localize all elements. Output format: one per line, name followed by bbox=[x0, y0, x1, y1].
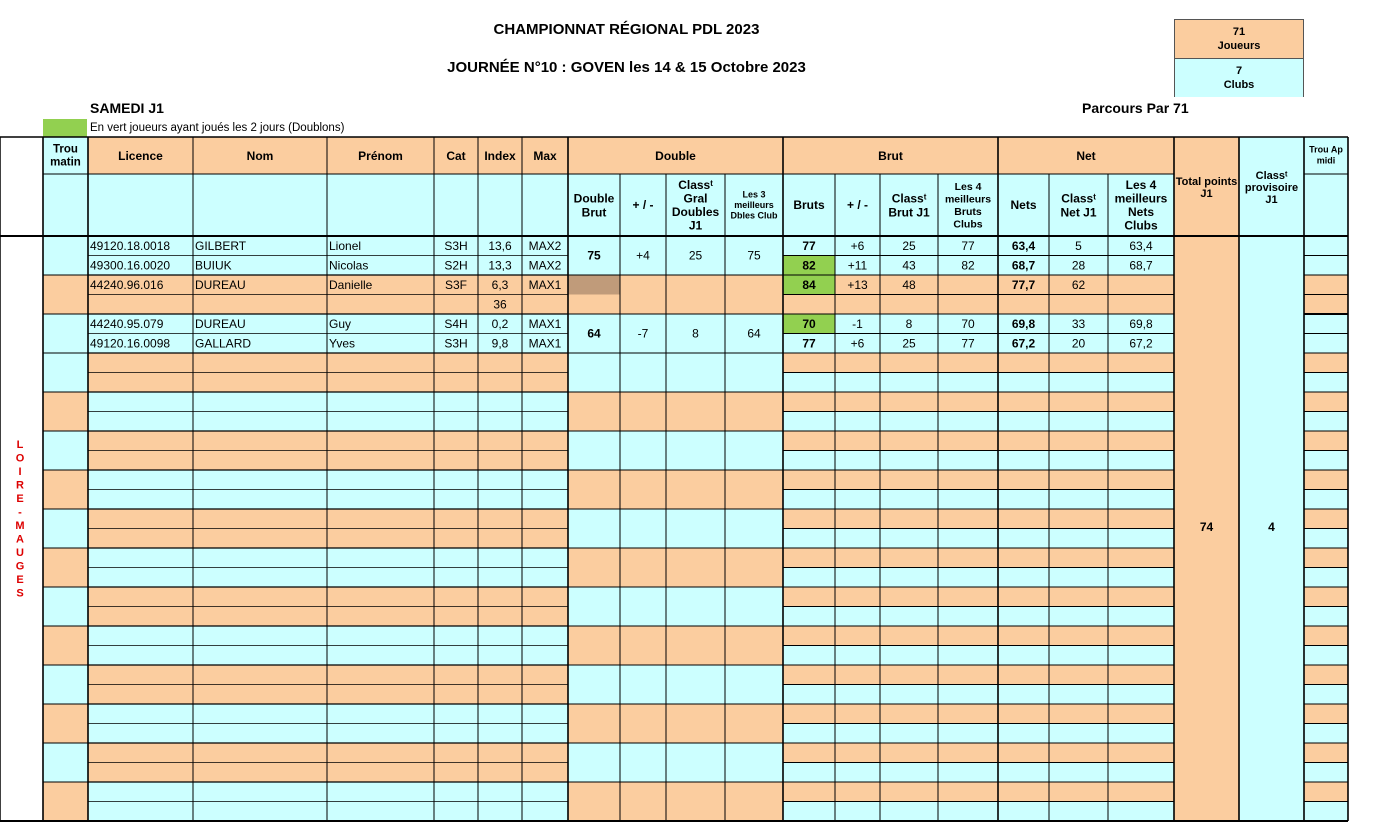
double-cell bbox=[568, 704, 783, 743]
cell-cat: S3H bbox=[444, 336, 468, 351]
header-total-points: Total points bbox=[1175, 175, 1238, 188]
subheader-cell bbox=[478, 174, 522, 236]
double-cell bbox=[568, 353, 783, 392]
club-total-points: 74 bbox=[1199, 520, 1214, 534]
player-row-bg bbox=[88, 548, 568, 568]
day-label: SAMEDI J1 bbox=[90, 100, 164, 116]
cell-brut: 70 bbox=[802, 317, 816, 331]
trou-ap-midi-cell bbox=[1304, 743, 1348, 763]
trou-ap-midi-cell bbox=[1304, 256, 1348, 276]
trou-ap-midi-cell bbox=[1304, 509, 1348, 529]
header-max: Max bbox=[533, 149, 557, 163]
trou-matin-cell bbox=[43, 587, 88, 626]
club-name-letter: M bbox=[15, 520, 25, 532]
cell-double-pm: -7 bbox=[637, 326, 649, 341]
cell-index: 6,3 bbox=[491, 278, 509, 292]
cell-net: 67,2 bbox=[1011, 336, 1036, 351]
trou-ap-midi-cell bbox=[1304, 529, 1348, 549]
cell-index: 0,2 bbox=[491, 317, 509, 331]
cell-cat: S2H bbox=[444, 258, 468, 273]
trou-ap-midi-cell bbox=[1304, 626, 1348, 646]
club-name-letter: A bbox=[16, 533, 24, 546]
trou-ap-midi-cell bbox=[1304, 295, 1348, 315]
subheader-class-net: Net J1 bbox=[1060, 205, 1097, 220]
cell-best-brut: 77 bbox=[961, 239, 975, 253]
subheader-double-brut: Brut bbox=[581, 205, 607, 220]
subheader-class-brut: Brut J1 bbox=[888, 205, 930, 220]
header-total-points: J1 bbox=[1200, 187, 1213, 200]
cell-prenom: Nicolas bbox=[329, 258, 369, 273]
double-cell bbox=[568, 548, 783, 587]
trou-ap-midi-cell bbox=[1304, 587, 1348, 607]
cell-class-brut: 8 bbox=[905, 317, 913, 331]
trou-ap-midi-cell bbox=[1304, 334, 1348, 354]
trou-ap-midi-cell bbox=[1304, 412, 1348, 432]
subheader-nets: Nets bbox=[1010, 198, 1037, 212]
subheader-cell bbox=[1304, 174, 1348, 236]
trou-ap-midi-cell bbox=[1304, 802, 1348, 822]
header-prenom: Prénom bbox=[358, 149, 403, 163]
score-row-bg bbox=[783, 256, 1174, 276]
cell-double-brut: 64 bbox=[587, 326, 601, 341]
cell-max: MAX1 bbox=[528, 336, 562, 351]
header-trou-matin: Trou bbox=[53, 143, 78, 156]
player-row-bg bbox=[88, 743, 568, 763]
cell-pm: +11 bbox=[847, 258, 868, 273]
subheader-pm-brut: + / - bbox=[846, 198, 869, 212]
player-row-bg bbox=[88, 373, 568, 393]
header-double: Double bbox=[655, 149, 696, 163]
cell-brut: 77 bbox=[802, 239, 816, 253]
cell-cat: S4H bbox=[444, 317, 468, 331]
score-row-bg bbox=[783, 295, 1174, 315]
cell-licence: 49120.16.0098 bbox=[90, 336, 171, 351]
score-row-bg bbox=[783, 529, 1174, 549]
club-name-letter: G bbox=[15, 560, 25, 573]
header-cell bbox=[938, 137, 998, 174]
trou-matin-cell bbox=[43, 431, 88, 470]
clubs-count: 7 bbox=[1235, 65, 1243, 77]
legend-text: En vert joueurs ayant joués les 2 jours (Doublons) bbox=[90, 122, 345, 134]
cell-double-class: 8 bbox=[692, 326, 699, 341]
cell-pm: +6 bbox=[850, 239, 865, 253]
trou-ap-midi-cell bbox=[1304, 568, 1348, 588]
score-row-bg bbox=[783, 548, 1174, 568]
score-row-bg bbox=[783, 685, 1174, 705]
subheader-les3: Dbles Club bbox=[730, 210, 778, 221]
club-name-letter: S bbox=[16, 587, 24, 600]
club-name-letter: U bbox=[16, 547, 24, 559]
cell-best-net: 63,4 bbox=[1129, 239, 1153, 253]
trou-matin-cell bbox=[43, 704, 88, 743]
subheader-class-gral: J1 bbox=[688, 218, 703, 233]
trou-ap-midi-cell bbox=[1304, 431, 1348, 451]
total-points-column bbox=[1174, 137, 1239, 821]
player-row-bg bbox=[88, 509, 568, 529]
subheader-les3: Les 3 bbox=[742, 189, 766, 200]
player-row-bg bbox=[88, 470, 568, 490]
cell-best-brut: 77 bbox=[961, 336, 975, 351]
double-cell bbox=[568, 470, 783, 509]
double-cell bbox=[568, 431, 783, 470]
subheader-les4-bruts: Clubs bbox=[953, 218, 983, 231]
cell-net: 69,8 bbox=[1011, 317, 1036, 331]
player-row-bg bbox=[88, 646, 568, 666]
cell-class-brut: 48 bbox=[902, 278, 916, 292]
cell-nom: DUREAU bbox=[195, 317, 246, 331]
player-row-bg bbox=[88, 724, 568, 744]
player-row-bg bbox=[88, 704, 568, 724]
score-row-bg bbox=[783, 490, 1174, 510]
header-net: Net bbox=[1076, 149, 1096, 163]
cell-index: 13,3 bbox=[488, 258, 512, 273]
trou-matin-cell bbox=[43, 470, 88, 509]
score-row-bg bbox=[783, 451, 1174, 471]
subheader-cell bbox=[43, 174, 88, 236]
double-cell bbox=[568, 587, 783, 626]
players-count: 71 bbox=[1232, 26, 1246, 38]
player-row-bg bbox=[88, 392, 568, 412]
trou-ap-midi-cell bbox=[1304, 763, 1348, 783]
player-row-bg bbox=[88, 568, 568, 588]
cell-double-brut: 75 bbox=[587, 248, 601, 263]
subheader-les4-nets: Les 4 bbox=[1125, 178, 1157, 193]
player-row-bg bbox=[88, 626, 568, 646]
cell-prenom: Guy bbox=[329, 317, 352, 331]
cell-class-net: 33 bbox=[1071, 317, 1086, 331]
trou-matin-cell bbox=[43, 236, 88, 275]
subheader-class-brut: Classᵗ bbox=[891, 191, 927, 206]
score-row-bg bbox=[783, 646, 1174, 666]
subheader-class-gral: Classᵗ bbox=[678, 178, 713, 193]
cell-max: MAX1 bbox=[528, 317, 562, 331]
cell-class-brut: 25 bbox=[902, 239, 916, 253]
subheader-pm-double: + / - bbox=[632, 198, 654, 212]
players-label: Joueurs bbox=[1217, 40, 1261, 52]
cell-nom: DUREAU bbox=[195, 278, 246, 292]
cell-cat: S3F bbox=[444, 278, 468, 292]
cell-index: 13,6 bbox=[488, 239, 512, 253]
trou-ap-midi-cell bbox=[1304, 607, 1348, 627]
player-row-bg bbox=[88, 802, 568, 822]
club-class-provisoire: 4 bbox=[1268, 520, 1275, 534]
subheader-les3: meilleurs bbox=[734, 200, 774, 211]
score-row-bg bbox=[783, 763, 1174, 783]
page-title: CHAMPIONNAT RÉGIONAL PDL 2023 bbox=[493, 21, 760, 38]
score-row-bg bbox=[783, 431, 1174, 451]
cell-licence: 44240.95.079 bbox=[90, 317, 164, 331]
score-row-bg bbox=[783, 412, 1174, 432]
score-row-bg bbox=[783, 373, 1174, 393]
header-licence: Licence bbox=[118, 149, 163, 163]
player-row-bg bbox=[88, 587, 568, 607]
trou-ap-midi-cell bbox=[1304, 373, 1348, 393]
clubs-label: Clubs bbox=[1223, 79, 1255, 91]
club-name-letter: E bbox=[16, 493, 24, 505]
subheader-cell bbox=[88, 174, 193, 236]
header-cell bbox=[1108, 137, 1174, 174]
cell-pm: -1 bbox=[852, 317, 863, 331]
player-row-bg bbox=[88, 431, 568, 451]
subheader-class-gral: Doubles bbox=[671, 205, 720, 220]
cell-nom: GILBERT bbox=[195, 239, 247, 253]
trou-matin-cell bbox=[43, 626, 88, 665]
trou-ap-midi-cell bbox=[1304, 548, 1348, 568]
header-trou-matin: matin bbox=[50, 156, 81, 169]
subheader-les4-bruts: Les 4 bbox=[954, 181, 982, 194]
score-row-bg bbox=[783, 353, 1174, 373]
club-name-letter: I bbox=[18, 466, 22, 478]
cell-nom: BUIUK bbox=[195, 258, 232, 273]
trou-ap-midi-cell bbox=[1304, 470, 1348, 490]
club-name-letter: R bbox=[16, 479, 24, 492]
subheader-double-brut: Double bbox=[573, 191, 615, 206]
player-row-bg bbox=[88, 607, 568, 627]
cell-best-brut: 82 bbox=[961, 258, 975, 273]
header-cell bbox=[998, 137, 1049, 174]
header-cell bbox=[835, 137, 880, 174]
club-name-letter: L bbox=[16, 439, 24, 451]
trou-matin-cell bbox=[43, 392, 88, 431]
player-row-bg bbox=[88, 685, 568, 705]
trou-ap-midi-cell bbox=[1304, 685, 1348, 705]
cell-index: 36 bbox=[493, 297, 507, 312]
trou-ap-midi-cell bbox=[1304, 782, 1348, 802]
club-name-letter: O bbox=[15, 452, 25, 465]
trou-ap-midi-cell bbox=[1304, 665, 1348, 685]
subheader-les4-bruts: Bruts bbox=[954, 206, 982, 219]
player-row-bg bbox=[88, 451, 568, 471]
header-index: Index bbox=[484, 149, 516, 163]
score-row-bg bbox=[783, 334, 1174, 354]
cell-net: 63,4 bbox=[1011, 239, 1036, 253]
header-cat: Cat bbox=[446, 149, 466, 163]
cell-licence: 44240.96.016 bbox=[90, 278, 164, 292]
subheader-les4-bruts: meilleurs bbox=[944, 193, 992, 206]
cell-pm: +6 bbox=[850, 336, 865, 351]
trou-ap-midi-cell bbox=[1304, 353, 1348, 373]
cell-best-net: 68,7 bbox=[1129, 258, 1153, 273]
cell-best-net: 69,8 bbox=[1129, 317, 1153, 331]
subheader-les4-nets: Nets bbox=[1127, 205, 1155, 220]
cell-best-net: 67,2 bbox=[1129, 336, 1153, 351]
header-class-provisoire: J1 bbox=[1265, 193, 1278, 206]
trou-ap-midi-cell bbox=[1304, 724, 1348, 744]
cell-double-best3: 64 bbox=[747, 326, 761, 341]
subheader-les4-nets: Clubs bbox=[1124, 218, 1158, 233]
cell-class-brut: 43 bbox=[902, 258, 916, 273]
cell-pm: +13 bbox=[847, 278, 868, 292]
trou-ap-midi-cell bbox=[1304, 704, 1348, 724]
trou-ap-midi-cell bbox=[1304, 451, 1348, 471]
trou-ap-midi-cell bbox=[1304, 490, 1348, 510]
cell-double-best3: 75 bbox=[747, 248, 761, 263]
club-name-letter: E bbox=[16, 574, 24, 586]
double-cell bbox=[568, 782, 783, 821]
score-row-bg bbox=[783, 470, 1174, 490]
trou-matin-cell bbox=[43, 509, 88, 548]
score-row-bg bbox=[783, 392, 1174, 412]
trou-matin-cell bbox=[43, 782, 88, 821]
score-row-bg bbox=[783, 743, 1174, 763]
header-cell bbox=[783, 137, 835, 174]
header-cell bbox=[725, 137, 783, 174]
subheader-class-net: Classᵗ bbox=[1061, 191, 1096, 206]
cell-max: MAX2 bbox=[528, 258, 562, 273]
cell-double-pm: +4 bbox=[636, 248, 650, 263]
parcours-label: Parcours Par 71 bbox=[1082, 100, 1189, 116]
score-row-bg bbox=[783, 509, 1174, 529]
trou-ap-midi-cell bbox=[1304, 236, 1348, 256]
cell-prenom: Danielle bbox=[329, 278, 373, 292]
score-row-bg bbox=[783, 724, 1174, 744]
subheader-class-gral: Gral bbox=[683, 191, 708, 206]
trou-matin-cell bbox=[43, 353, 88, 392]
cell-nom: GALLARD bbox=[195, 336, 252, 351]
header-trou-ap-midi: midi bbox=[1316, 155, 1336, 166]
trou-matin-cell bbox=[43, 665, 88, 704]
score-row-bg bbox=[783, 607, 1174, 627]
subheader-cell bbox=[193, 174, 327, 236]
cell-brut: 82 bbox=[802, 258, 816, 273]
score-row-bg bbox=[783, 587, 1174, 607]
header-trou-ap-midi: Trou Ap bbox=[1309, 144, 1343, 155]
player-row-bg bbox=[88, 412, 568, 432]
cell-class-net: 5 bbox=[1075, 239, 1082, 253]
double-cell bbox=[568, 509, 783, 548]
cell-class-net: 20 bbox=[1071, 336, 1086, 351]
cell-prenom: Lionel bbox=[329, 239, 362, 253]
trou-ap-midi-cell bbox=[1304, 646, 1348, 666]
score-row-bg bbox=[783, 236, 1174, 256]
subheader-cell bbox=[522, 174, 568, 236]
cell-brut: 77 bbox=[802, 336, 816, 351]
trou-matin-cell bbox=[43, 275, 88, 314]
class-provisoire-column bbox=[1239, 137, 1304, 821]
double-cell bbox=[568, 743, 783, 782]
trou-ap-midi-cell bbox=[1304, 392, 1348, 412]
subheader-bruts: Bruts bbox=[793, 198, 825, 212]
cell-best-brut: 70 bbox=[961, 317, 975, 331]
double-missing-cell bbox=[568, 275, 620, 295]
player-row-bg bbox=[88, 529, 568, 549]
subheader-cell bbox=[327, 174, 434, 236]
score-row-bg bbox=[783, 626, 1174, 646]
cell-net: 77,7 bbox=[1011, 278, 1036, 292]
page-subtitle: JOURNÉE N°10 : GOVEN les 14 & 15 Octobre 2023 bbox=[447, 59, 806, 76]
trou-ap-midi-cell bbox=[1304, 275, 1348, 295]
double-cell bbox=[568, 665, 783, 704]
subheader-les4-nets: meilleurs bbox=[1114, 191, 1168, 206]
double-cell bbox=[568, 626, 783, 665]
cell-max: MAX1 bbox=[528, 278, 562, 292]
club-name-letter: - bbox=[18, 506, 22, 519]
header-nom: Nom bbox=[246, 149, 274, 163]
trou-matin-cell bbox=[43, 743, 88, 782]
score-row-bg bbox=[783, 802, 1174, 822]
player-row-bg bbox=[88, 353, 568, 373]
cell-class-net: 28 bbox=[1071, 258, 1086, 273]
cell-licence: 49300.16.0020 bbox=[90, 258, 171, 273]
score-row-bg bbox=[783, 275, 1174, 295]
cell-prenom: Yves bbox=[329, 336, 356, 351]
score-row-bg bbox=[783, 568, 1174, 588]
score-row-bg bbox=[783, 782, 1174, 802]
subheader-cell bbox=[434, 174, 478, 236]
trou-matin-cell bbox=[43, 548, 88, 587]
cell-class-brut: 25 bbox=[902, 336, 916, 351]
player-row-bg bbox=[88, 665, 568, 685]
double-cell bbox=[568, 392, 783, 431]
player-row-bg bbox=[88, 763, 568, 783]
header-cell bbox=[568, 137, 620, 174]
score-row-bg bbox=[783, 665, 1174, 685]
header-class-provisoire: provisoire bbox=[1244, 181, 1299, 194]
cell-double-class: 25 bbox=[688, 248, 703, 263]
trou-ap-midi-cell bbox=[1304, 314, 1348, 334]
score-row-bg bbox=[783, 704, 1174, 724]
player-row-bg bbox=[88, 490, 568, 510]
trou-matin-cell bbox=[43, 314, 88, 353]
cell-class-net: 62 bbox=[1071, 278, 1086, 292]
cell-index: 9,8 bbox=[491, 336, 509, 351]
cell-net: 68,7 bbox=[1011, 258, 1036, 273]
cell-licence: 49120.18.0018 bbox=[90, 239, 171, 253]
score-row-bg bbox=[783, 314, 1174, 334]
cell-brut: 84 bbox=[802, 278, 816, 292]
cell-cat: S3H bbox=[444, 239, 468, 253]
player-row-bg bbox=[88, 782, 568, 802]
header-class-provisoire: Classᵗ bbox=[1255, 169, 1288, 182]
header-brut: Brut bbox=[878, 149, 903, 163]
cell-max: MAX2 bbox=[528, 239, 562, 253]
